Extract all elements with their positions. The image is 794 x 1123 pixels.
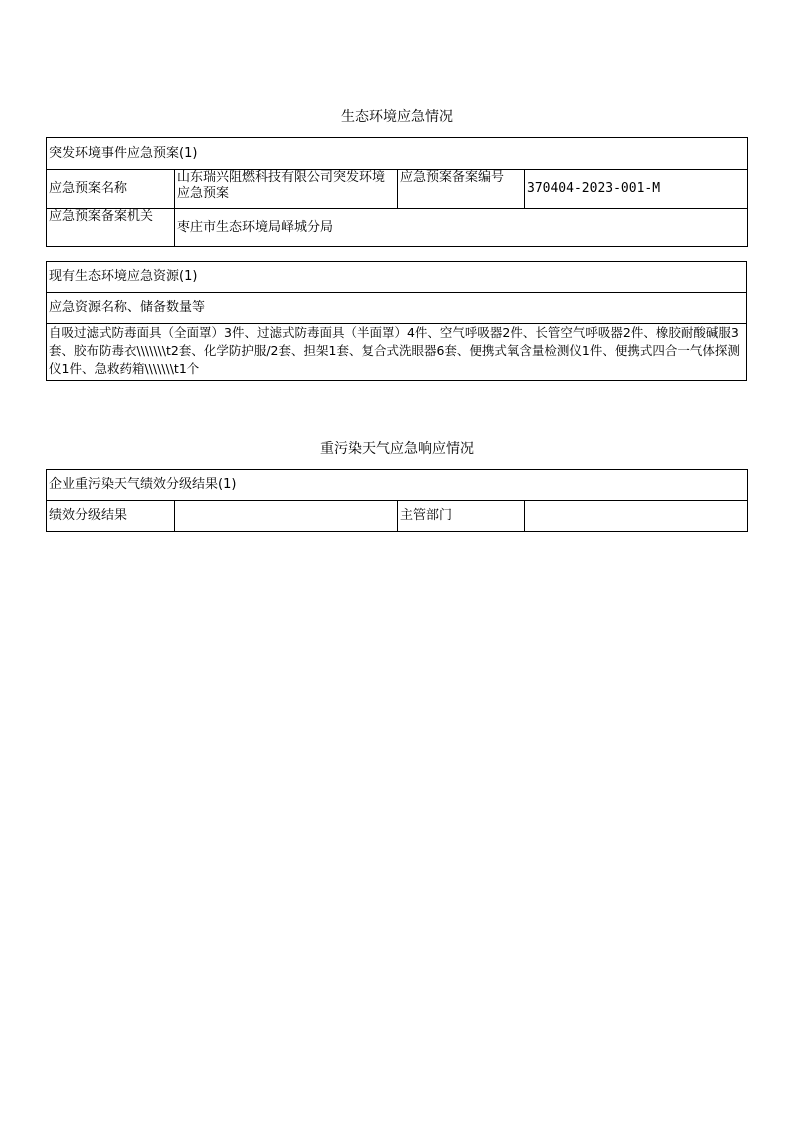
emergency-plan-table xyxy=(46,137,748,247)
pollution-table xyxy=(46,469,748,532)
resources-sub-label: 应急资源名称、储备数量等 xyxy=(47,293,747,324)
resources-table xyxy=(46,261,747,381)
resources-header: 现有生态环境应急资源(1) xyxy=(47,262,747,293)
plan-header: 突发环境事件应急预案(1) xyxy=(47,138,748,170)
record-org-label: 应急预案备案机关 xyxy=(47,209,175,247)
plan-name-value: 山东瑞兴阻燃科技有限公司突发环境应急预案 xyxy=(175,170,398,209)
pollution-header: 企业重污染天气绩效分级结果(1) xyxy=(47,470,748,501)
grade-label: 绩效分级结果 xyxy=(47,501,175,532)
dept-value xyxy=(525,501,748,532)
plan-name-label: 应急预案名称 xyxy=(47,170,175,209)
dept-label: 主管部门 xyxy=(398,501,525,532)
grade-value xyxy=(175,501,398,532)
pollution-section-title: 重污染天气应急响应情况 xyxy=(320,441,474,457)
env-section-title: 生态环境应急情况 xyxy=(341,109,453,125)
record-no-label: 应急预案备案编号 xyxy=(398,170,525,209)
record-no-value: 370404-2023-001-M xyxy=(525,170,748,209)
record-org-value: 枣庄市生态环境局峄城分局 xyxy=(175,209,748,247)
resources-content: 自吸过滤式防毒面具（全面罩）3件、过滤式防毒面具（半面罩）4件、空气呼吸器2件、长管空气呼吸器2件、橡胶耐酸碱服3套、胶布防毒衣\\\\\\\t2套、化学防护服/2套、担架1套、复合式洗眼器6套、便携式氧含量检测仪1件、便携式四合一气体探测仪1件、急救药箱\\\\\\\t1个 xyxy=(47,324,747,381)
